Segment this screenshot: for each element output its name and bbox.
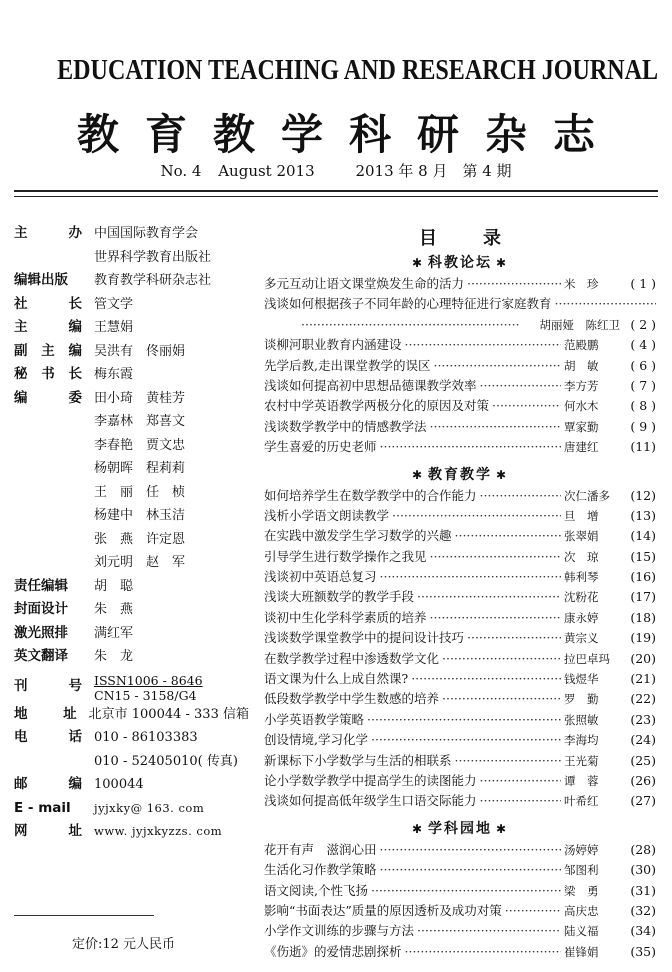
toc-entry-title: 浅谈如何根据孩子不同年龄的心理特征进行家庭教育	[264, 296, 552, 312]
info-row-sponsor: 主 办 中国国际教育学会 世界科学教育出版社	[14, 222, 249, 269]
toc-leader-dots	[467, 274, 561, 294]
toc-leader-dots	[430, 547, 561, 567]
info-row-address: 地 址 北京市 100044 - 333 信箱	[14, 705, 249, 722]
toc-entry-page: (13)	[630, 507, 656, 523]
issue-date-en: August 2013	[218, 162, 315, 180]
toc-entry[interactable]	[264, 315, 656, 335]
toc-entry-title: 浅谈如何提高初中思想品德课教学效率	[264, 377, 477, 393]
toc-entry-author: 张翠娟	[564, 529, 599, 544]
toc-title: 目 录	[419, 228, 515, 249]
toc-entry[interactable]	[264, 840, 656, 860]
toc-entry[interactable]	[264, 942, 656, 962]
toc-entry-title: 浅谈如何提高低年级学生口语交际能力	[264, 793, 477, 809]
toc-leader-dots	[455, 526, 561, 546]
toc-entry-author: 钱煜华	[564, 672, 599, 687]
toc-entry-author: 李方芳	[564, 378, 599, 393]
info-row-publisher: 编辑出版 教育教学科研杂志社	[14, 272, 212, 288]
toc-entry-author: 韩利琴	[564, 570, 599, 585]
toc-entry[interactable]	[264, 486, 656, 506]
info-row-editorial-board: 编 委 田小琦 黄桂芳 李嘉林 郑喜文 李春艳 贾文忠 杨朝晖 程莉莉 王 丽 任 桢 杨建中 林玉洁 张 燕 许定恩 刘元明 赵 军	[14, 389, 186, 570]
toc-entry-author: 崔锋娟	[564, 944, 599, 959]
toc-entry[interactable]	[264, 587, 656, 607]
toc-entry-author: 覃家勤	[564, 419, 599, 434]
price-label: 定价:12 元人民币	[72, 937, 176, 952]
toc-leader-dots	[411, 669, 561, 689]
toc-leader-dots	[480, 791, 561, 811]
toc-entry-author: 陆义福	[564, 924, 599, 939]
toc-entry-author: 谭 蓉	[564, 773, 599, 788]
toc-entry-page: (28)	[630, 841, 656, 857]
toc-leader-dots	[442, 649, 561, 669]
toc-leader-dots	[405, 942, 561, 962]
toc-entry-title: 谈初中生化学科学素质的培养	[264, 609, 427, 625]
header-rule-thin	[14, 196, 658, 197]
info-row-deputy-editor: 副 主 编 吴洪有 佟丽娟	[14, 342, 186, 359]
info-row-email: E - mail jyjxky@ 163. com	[14, 799, 205, 816]
toc-entry-author: 次仁潘多	[564, 488, 610, 503]
toc-entry-page: ( 1 )	[630, 276, 656, 291]
toc-entry-author: 胡 敏	[564, 358, 599, 373]
toc-leader-dots	[380, 437, 561, 457]
toc-leader-dots	[392, 506, 561, 526]
toc-leader-dots	[433, 356, 561, 376]
toc-leader-dots	[301, 315, 519, 335]
toc-entry-title: 小学作文训练的步骤与方法	[264, 923, 415, 939]
info-row-typesetting: 激光照排 满红军	[14, 624, 134, 641]
toc-entry-title: 农村中学英语教学两极分化的原因及对策	[264, 398, 490, 414]
toc-leader-dots	[371, 730, 561, 750]
toc-leader-dots	[480, 376, 561, 396]
toc-entry-title: 谈柳河职业教育内涵建设	[264, 337, 402, 353]
toc-section-heading	[264, 464, 656, 486]
toc-entry-author: 王光菊	[564, 753, 599, 768]
toc-entry-author: 拉巴卓玛	[564, 651, 610, 666]
toc-entry-page: (21)	[630, 671, 656, 687]
toc-leader-dots	[467, 628, 561, 648]
toc-entry-author: 梁 勇	[564, 883, 599, 898]
table-of-contents	[264, 226, 656, 962]
info-row-president: 社 长 管文学	[14, 295, 134, 312]
star-icon: ✱	[411, 467, 424, 482]
toc-entry-title: 先学后教,走出课堂教学的误区	[264, 357, 431, 373]
toc-entry[interactable]	[264, 669, 656, 689]
toc-entry[interactable]	[264, 526, 656, 546]
toc-entry-title: 语文阅读,个性飞扬	[264, 882, 368, 898]
toc-entry-author: 邹图利	[564, 863, 599, 878]
toc-entry[interactable]	[264, 881, 656, 901]
toc-entry[interactable]	[264, 628, 656, 648]
toc-leader-dots	[367, 710, 561, 730]
toc-entry-author: 旦 增	[564, 508, 599, 523]
toc-entry-page: (23)	[630, 711, 656, 727]
toc-entry-title: 新课标下小学数学与生活的相联系	[264, 752, 452, 768]
info-row-chief-editor: 主 编 王慧娟	[14, 319, 134, 335]
toc-entry-page: (22)	[630, 691, 656, 707]
toc-entry-page: ( 8 )	[630, 398, 656, 414]
toc-entry[interactable]	[264, 649, 656, 669]
toc-section-heading	[264, 818, 656, 840]
toc-entry-title: 影响“书面表达”质量的原因透析及成功对策	[264, 902, 502, 918]
toc-entry[interactable]	[264, 417, 656, 437]
info-label: 主 办	[14, 225, 82, 241]
toc-entry-title: 浅谈数学教学中的情感教学法	[264, 418, 427, 434]
info-divider	[14, 915, 154, 916]
publication-info	[14, 222, 249, 844]
toc-entry-title: 在数学教学过程中渗透数学文化	[264, 650, 440, 666]
toc-entry[interactable]	[264, 689, 656, 709]
toc-entry[interactable]	[264, 921, 656, 941]
toc-section-name: 教育教学	[428, 466, 492, 483]
toc-entry-page: (32)	[630, 902, 656, 918]
toc-entry-page: (14)	[630, 528, 656, 544]
info-row-postcode: 邮 编 100044	[14, 776, 144, 792]
toc-leader-dots	[480, 486, 561, 506]
toc-entry[interactable]	[264, 547, 656, 567]
toc-entry[interactable]	[264, 356, 656, 376]
star-icon: ✱	[496, 821, 509, 836]
toc-entry-author: 唐建红	[564, 440, 599, 455]
toc-entry[interactable]	[264, 396, 656, 416]
toc-entry[interactable]	[264, 437, 656, 457]
journal-title-cn: 教育教学科研杂志	[76, 110, 621, 159]
toc-entry-title: 创设情境,学习化学	[264, 732, 368, 748]
toc-entry[interactable]	[264, 506, 656, 526]
toc-entry[interactable]	[264, 901, 656, 921]
toc-entry[interactable]	[264, 567, 656, 587]
toc-entry-author: 何水木	[564, 399, 599, 414]
issue-date-cn: 2013 年 8 月 第 4 期	[355, 162, 512, 180]
toc-leader-dots	[505, 901, 561, 921]
toc-entry-page: (24)	[630, 732, 656, 748]
toc-entry-author: 张照敏	[564, 712, 599, 727]
issue-number-en: No. 4	[160, 162, 202, 180]
toc-entry-title: 语文课为什么上成自然课?	[264, 671, 409, 687]
star-icon: ✱	[411, 821, 424, 836]
info-row-secretary: 秘 书 长 梅东霞	[14, 366, 134, 382]
toc-section-heading	[264, 252, 656, 274]
toc-entry-title: 生活化习作教学策略	[264, 862, 377, 878]
toc-entry-title: 在实践中激发学生学习数学的兴趣	[264, 528, 452, 544]
star-icon: ✱	[411, 256, 424, 270]
toc-entry-title: 花开有声 滋润心田	[264, 841, 377, 857]
toc-entry[interactable]	[264, 274, 656, 294]
toc-entry-page: (26)	[630, 772, 656, 788]
toc-entry-page: (25)	[630, 752, 656, 768]
info-row-issn: 刊 号 ISSN1006 - 8646 CN15 - 3158/G4	[14, 672, 203, 703]
toc-leader-dots	[405, 335, 561, 355]
toc-entry[interactable]	[264, 294, 656, 314]
toc-leader-dots	[480, 771, 561, 791]
info-row-translation: 英文翻译 朱 龙	[14, 648, 134, 664]
toc-entry-page: (30)	[630, 862, 656, 878]
toc-leader-dots	[371, 881, 561, 901]
toc-entry[interactable]	[264, 376, 656, 396]
toc-entry-page: ( 9 )	[630, 418, 656, 434]
info-row-cover-design: 封面设计 朱 燕	[14, 601, 134, 617]
toc-entry-page: ( 2 )	[630, 316, 656, 332]
toc-entry-page: (11)	[630, 439, 656, 455]
toc-entry-title: 浅谈大班额数学的教学手段	[264, 589, 415, 605]
toc-entry-author: 叶希红	[564, 794, 599, 809]
toc-entry-title: 引导学生进行数学操作之我见	[264, 548, 427, 564]
toc-entry-page: (35)	[630, 943, 656, 959]
toc-leader-dots	[492, 396, 561, 416]
toc-leader-dots	[455, 751, 561, 771]
toc-entry[interactable]	[264, 791, 656, 811]
toc-entry-author: 李海均	[564, 733, 599, 748]
toc-section-name: 学科园地	[428, 820, 492, 837]
toc-leader-dots	[555, 294, 656, 314]
toc-entry-title: 低段数学教学中学生数感的培养	[264, 691, 440, 707]
toc-leader-dots	[417, 587, 561, 607]
toc-leader-dots	[430, 608, 561, 628]
toc-entry-title: 论小学数学教学中提高学生的读图能力	[264, 772, 477, 788]
toc-entry-page: (12)	[630, 487, 656, 503]
toc-entry[interactable]	[264, 710, 656, 730]
toc-entry-title: 浅析小学语文朗读教学	[264, 507, 390, 523]
toc-entry-author: 汤婷婷	[564, 842, 599, 857]
star-icon: ✱	[496, 256, 509, 270]
info-row-website: 网 址 www. jyjxkyzzs. com	[14, 823, 223, 839]
toc-leader-dots	[380, 860, 561, 880]
toc-entry[interactable]	[264, 730, 656, 750]
toc-entry-author: 米 珍	[564, 277, 599, 291]
toc-entry[interactable]	[264, 771, 656, 791]
toc-leader-dots	[380, 567, 561, 587]
toc-leader-dots	[417, 921, 561, 941]
info-row-phone: 电 话 010 - 86103383 010 - 52405010( 传真)	[14, 729, 238, 769]
toc-entry-title: 浅谈初中英语总复习	[264, 569, 377, 585]
toc-entry-page: (17)	[630, 589, 656, 605]
toc-entry-author: 康永婷	[564, 610, 599, 625]
toc-entry-page: (15)	[630, 548, 656, 564]
toc-entry-page: (31)	[630, 882, 656, 898]
toc-entry[interactable]	[264, 751, 656, 771]
toc-entry-author: 黄宗义	[564, 631, 599, 646]
toc-entry-author: 沈粉花	[564, 590, 599, 605]
toc-leader-dots	[430, 417, 561, 437]
toc-section-name: 科教论坛	[428, 255, 492, 271]
toc-entry-page: (20)	[630, 650, 656, 666]
toc-entry-page: (16)	[630, 569, 656, 585]
toc-entry[interactable]	[264, 335, 656, 355]
toc-entry-title: 多元互动让语文课堂焕发生命的活力	[264, 276, 465, 291]
toc-entry[interactable]	[264, 608, 656, 628]
toc-leader-dots	[442, 689, 561, 709]
toc-entry-page: ( 7 )	[630, 377, 656, 393]
toc-entry[interactable]	[264, 860, 656, 880]
toc-entry-title: 学生喜爱的历史老师	[264, 439, 377, 455]
toc-entry-page: (18)	[630, 609, 656, 625]
toc-entry-title: 浅谈数学课堂教学中的提问设计技巧	[264, 630, 465, 646]
toc-entry-title: 小学英语教学策略	[264, 711, 365, 727]
toc-entry-page: (27)	[630, 793, 656, 809]
toc-entry-title: 《伤逝》的爱情悲剧探析	[264, 943, 402, 959]
journal-title-en: EDUCATION TEACHING AND RESEARCH JOURNAL	[57, 54, 659, 86]
info-row-responsible-editor: 责任编辑 胡 聪	[14, 577, 134, 594]
toc-entry-author: 范殿鹏	[564, 338, 599, 353]
toc-entry-page: ( 4 )	[630, 337, 656, 353]
toc-entry-title: 如何培养学生在数学教学中的合作能力	[264, 487, 477, 503]
toc-entry-author: 罗 勤	[564, 692, 599, 707]
toc-entry-page: ( 6 )	[630, 357, 656, 373]
toc-leader-dots	[380, 840, 561, 860]
toc-entry-author: 胡丽娅 陈红卫	[539, 317, 620, 332]
issue-line	[0, 160, 672, 181]
star-icon: ✱	[496, 467, 509, 482]
toc-entry-author: 高庆忠	[564, 903, 599, 918]
header-rule-thick	[14, 190, 658, 192]
toc-entry-page: (19)	[630, 630, 656, 646]
toc-entry-page: (34)	[630, 923, 656, 939]
toc-entry-author: 次 琼	[564, 549, 599, 564]
